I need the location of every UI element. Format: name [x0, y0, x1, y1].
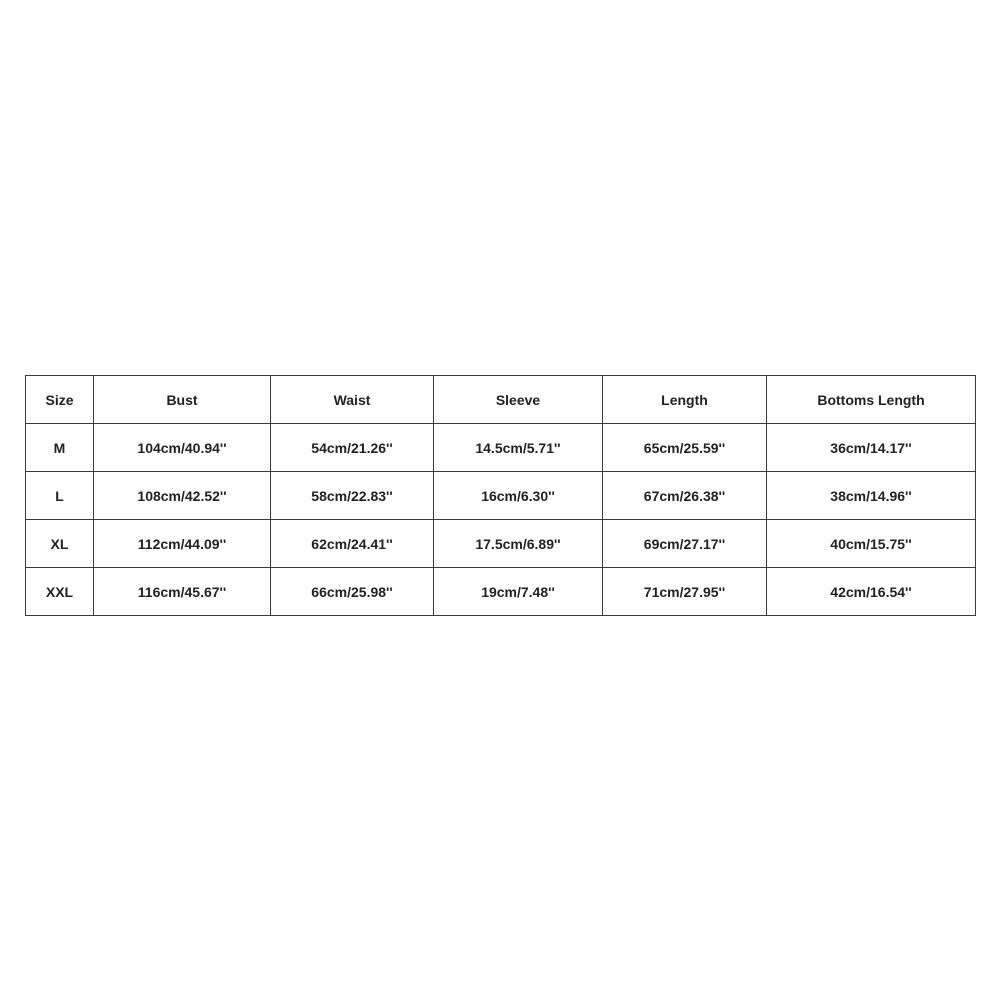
- table-row: [26, 424, 976, 472]
- header-length: Length: [603, 376, 767, 424]
- header-bottoms-length: Bottoms Length: [767, 376, 976, 424]
- cell-waist: 58cm/22.83'': [271, 472, 434, 520]
- cell-bottoms-length: 38cm/14.96'': [767, 472, 976, 520]
- cell-size: M: [26, 424, 94, 472]
- cell-size: XL: [26, 520, 94, 568]
- table-row: [26, 568, 976, 616]
- size-chart-body: [26, 424, 976, 616]
- cell-length: 65cm/25.59'': [603, 424, 767, 472]
- cell-length: 71cm/27.95'': [603, 568, 767, 616]
- cell-sleeve: 16cm/6.30'': [434, 472, 603, 520]
- table-row: [26, 520, 976, 568]
- cell-bottoms-length: 40cm/15.75'': [767, 520, 976, 568]
- header-waist: Waist: [271, 376, 434, 424]
- cell-length: 67cm/26.38'': [603, 472, 767, 520]
- cell-waist: 54cm/21.26'': [271, 424, 434, 472]
- cell-bust: 116cm/45.67'': [94, 568, 271, 616]
- cell-sleeve: 17.5cm/6.89'': [434, 520, 603, 568]
- header-row: [26, 376, 976, 424]
- size-chart-header: [26, 376, 976, 424]
- header-bust: Bust: [94, 376, 271, 424]
- cell-bottoms-length: 36cm/14.17'': [767, 424, 976, 472]
- header-sleeve: Sleeve: [434, 376, 603, 424]
- cell-bust: 104cm/40.94'': [94, 424, 271, 472]
- cell-waist: 66cm/25.98'': [271, 568, 434, 616]
- cell-length: 69cm/27.17'': [603, 520, 767, 568]
- header-size: Size: [26, 376, 94, 424]
- cell-size: XXL: [26, 568, 94, 616]
- cell-bust: 112cm/44.09'': [94, 520, 271, 568]
- cell-bust: 108cm/42.52'': [94, 472, 271, 520]
- cell-bottoms-length: 42cm/16.54'': [767, 568, 976, 616]
- cell-sleeve: 14.5cm/5.71'': [434, 424, 603, 472]
- cell-sleeve: 19cm/7.48'': [434, 568, 603, 616]
- table-row: [26, 472, 976, 520]
- size-chart-table: [25, 375, 976, 616]
- cell-waist: 62cm/24.41'': [271, 520, 434, 568]
- cell-size: L: [26, 472, 94, 520]
